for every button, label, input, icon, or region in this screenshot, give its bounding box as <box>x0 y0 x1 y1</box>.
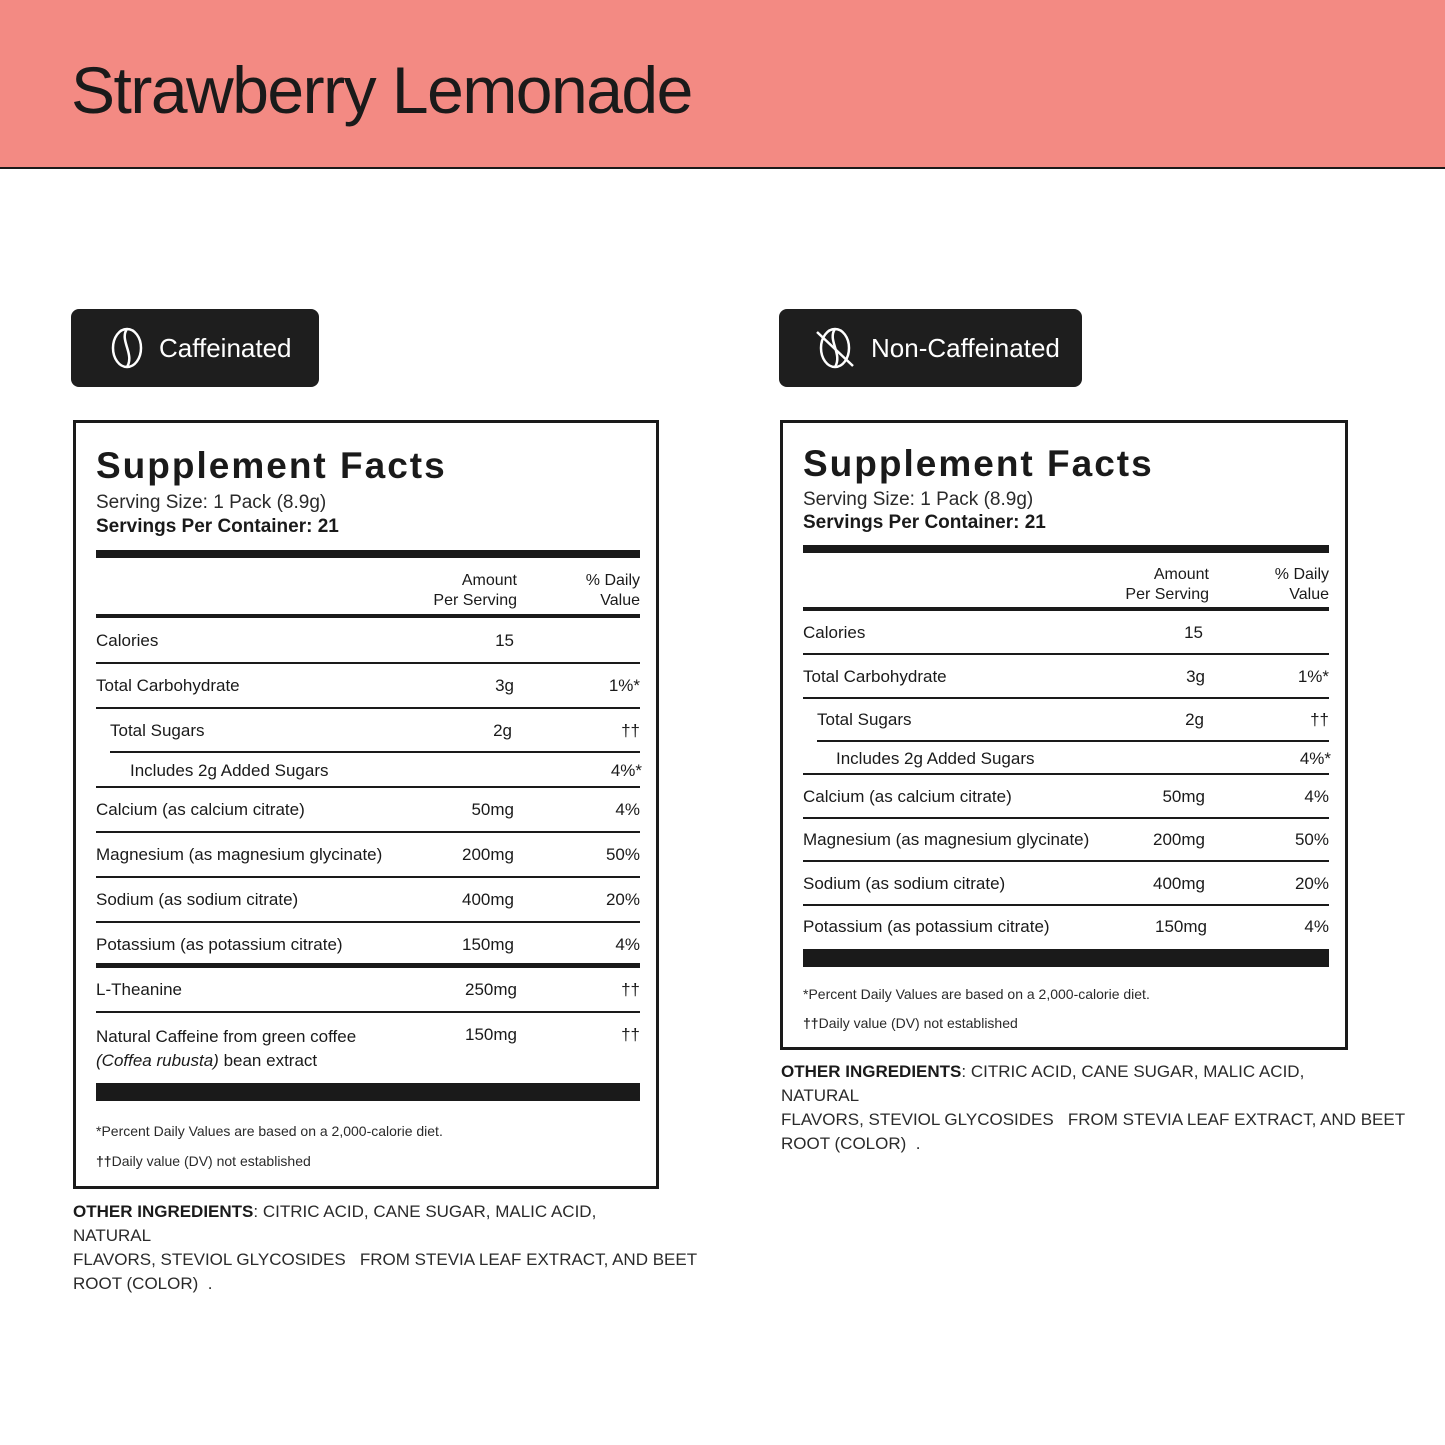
table-row: Includes 2g Added Sugars 4%* <box>130 761 642 780</box>
badge-label: Caffeinated <box>159 332 292 363</box>
table-row: Calcium (as calcium citrate) 50mg 4% <box>96 800 640 819</box>
table-row: Calcium (as calcium citrate) 50mg 4% <box>803 787 1329 806</box>
coffee-bean-icon <box>109 326 145 370</box>
table-row: Natural Caffeine from green coffee (Coffea rubusta) bean extract 150mg †† <box>96 1025 640 1070</box>
divider <box>96 614 640 618</box>
table-row: Calories 15 <box>96 631 514 650</box>
other-ingredients: OTHER INGREDIENTS: CITRIC ACID, CANE SUGAR, MALIC ACID, NATURAL FLAVORS, STEVIOL GLYCOSIDES FROM STEVIA LEAF EXTRACT, AND BEET ROOT (COLOR) . <box>781 1062 1406 1153</box>
amount-header: Amount Per Serving <box>433 572 517 609</box>
table-row: Calories 15 <box>803 623 1203 642</box>
servings-per-container: Servings Per Container: 21 <box>803 512 1046 533</box>
footnote: ††Daily value (DV) not established <box>803 1015 1018 1031</box>
divider <box>803 545 1329 553</box>
facts-title: Supplement Facts <box>96 445 447 486</box>
no-coffee-bean-icon <box>813 326 857 370</box>
facts-title: Supplement Facts <box>803 443 1154 484</box>
non-caffeinated-badge[interactable] <box>779 309 1082 387</box>
table-row: Total Carbohydrate 3g 1%* <box>803 667 1329 686</box>
divider <box>803 949 1329 967</box>
daily-value-header: % Daily Value <box>585 572 640 609</box>
footnote: ††Daily value (DV) not established <box>96 1153 311 1169</box>
serving-size: Serving Size: 1 Pack (8.9g) <box>803 489 1034 510</box>
page-title: Strawberry Lemonade <box>71 53 692 127</box>
daily-value-header: % Daily Value <box>1274 566 1329 603</box>
table-row: L-Theanine 250mg †† <box>96 980 640 999</box>
table-row: Potassium (as potassium citrate) 150mg 4% <box>803 917 1329 936</box>
table-row: Total Sugars 2g †† <box>110 721 640 740</box>
badge-label: Non-Caffeinated <box>871 332 1060 363</box>
table-row: Includes 2g Added Sugars 4%* <box>836 749 1331 768</box>
servings-per-container: Servings Per Container: 21 <box>96 516 339 537</box>
other-ingredients: OTHER INGREDIENTS: CITRIC ACID, CANE SUGAR, MALIC ACID, NATURAL FLAVORS, STEVIOL GLYCOSIDES FROM STEVIA LEAF EXTRACT, AND BEET ROOT (COLOR) . <box>73 1202 698 1293</box>
header-banner <box>0 0 1445 169</box>
footnote: *Percent Daily Values are based on a 2,000-calorie diet. <box>96 1123 443 1139</box>
table-row: Magnesium (as magnesium glycinate) 200mg 50% <box>96 845 640 864</box>
table-row: Sodium (as sodium citrate) 400mg 20% <box>96 890 640 909</box>
table-row: Potassium (as potassium citrate) 150mg 4% <box>96 935 640 954</box>
table-row: Magnesium (as magnesium glycinate) 200mg 50% <box>803 830 1329 849</box>
amount-header: Amount Per Serving <box>1125 566 1209 603</box>
divider <box>96 1083 640 1101</box>
divider <box>96 550 640 558</box>
serving-size: Serving Size: 1 Pack (8.9g) <box>96 492 327 513</box>
footnote: *Percent Daily Values are based on a 2,000-calorie diet. <box>803 986 1150 1002</box>
table-row: Sodium (as sodium citrate) 400mg 20% <box>803 874 1329 893</box>
table-row: Total Carbohydrate 3g 1%* <box>96 676 640 695</box>
divider <box>803 607 1329 611</box>
supplement-facts-caffeinated <box>73 420 659 1189</box>
caffeinated-badge[interactable] <box>71 309 319 387</box>
supplement-facts-non-caffeinated <box>780 420 1348 1050</box>
table-row: Total Sugars 2g †† <box>817 710 1329 729</box>
